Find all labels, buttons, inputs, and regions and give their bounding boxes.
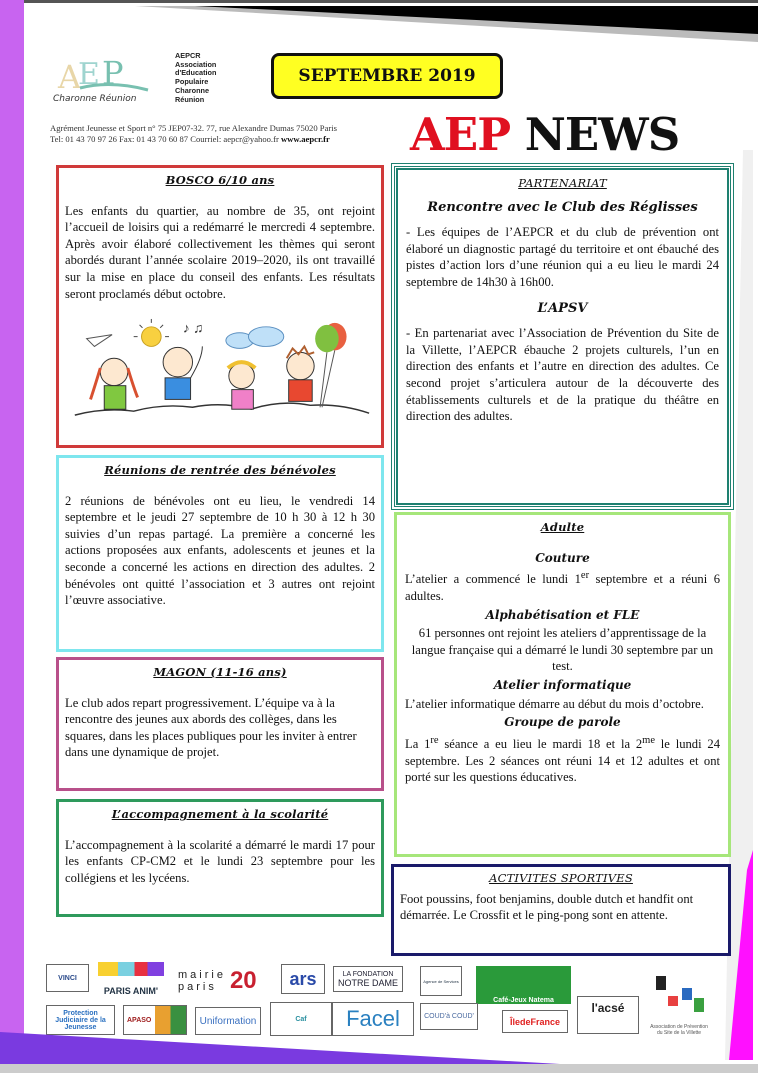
subsection-title: L’APSV	[537, 300, 588, 316]
subsection-title: Atelier informatique	[493, 677, 632, 692]
section-adulte	[394, 512, 731, 857]
text-part: L’atelier a commencé le lundi 1	[405, 572, 581, 587]
logo-paris-anim: PARIS ANIM'	[98, 962, 164, 996]
logo-coud-a-coud: COUD'à COUD'	[420, 1003, 478, 1030]
bottom-swoosh-decor	[0, 1020, 758, 1073]
section-heading: Réunions de rentrée des bénévoles	[104, 463, 336, 477]
logo-caption: Charonne Réunion	[53, 94, 137, 104]
logo-mairie-paris-20	[178, 962, 268, 1000]
text-part: le lundi 24 septembre. Les 2 séances ont réuni 14 et 12 adultes et ont porté sur les questions éducatives.	[405, 736, 720, 785]
section-magon	[56, 657, 384, 791]
text-part: La 1	[405, 736, 431, 751]
ordinal-suffix: er	[580, 570, 590, 582]
phone-email: Tel: 01 43 70 97 26 Fax: 01 43 70 60 87 Courriel: aepcr@yahoo.fr	[50, 134, 281, 144]
assoc-line: Association	[175, 59, 217, 69]
section-body: Les enfants du quartier, au nombre de 35, ont rejoint l’accueil de loisirs qui a redémarré le mercredi 4 septembre. Après avoir élaboré collectivement les thèmes qui seront abordés durant l’année scolaire 2019–2020, ils ont travaillé sur la mise en place du conseil des enfants. Les résultats seront proclamés début octobre.	[65, 203, 375, 301]
section-heading: MAGON (11-16 ans)	[153, 665, 287, 679]
logo-acse: l'acsé	[577, 996, 639, 1034]
subsection-title: Rencontre avec le Club des Réglisses	[427, 199, 698, 215]
section-body: 2 réunions de bénévoles ont eu lieu, le vendredi 14 septembre et le jeudi 27 septembre de 10 h 30 à 12 h 30 suivies d’un repas partagé. La première a concerné les actions proposées aux enfants, adolescents et jeunes et la seconde a concerné les actions en direction des adultes. 2 bénévoles ont quitté l’association et 3 autres ont rejoint l’œuvre associative.	[65, 493, 375, 608]
assoc-line: Charonne	[175, 85, 210, 95]
issue-date-badge: SEPTEMBRE 2019	[271, 53, 503, 99]
svg-text:A: A	[58, 58, 82, 96]
subsection-title: Groupe de parole	[504, 715, 621, 730]
section-heading: ACTIVITES SPORTIVES	[489, 871, 633, 885]
logo-apsv: Association de Prévention du Site de la Villette	[648, 970, 710, 1036]
section-partenariat	[391, 163, 734, 510]
logo-uniformation: Uniformation	[195, 1007, 261, 1035]
assoc-line: AEPCR	[175, 51, 201, 60]
logo-cafe-jeux-natema: Café-Jeux Natema	[476, 966, 571, 1004]
svg-text:E: E	[78, 57, 100, 92]
section-body: Foot poussins, foot benjamins, double dutch et handfit ont démarrée. Le Crossfit et le ping-pong sont en attente.	[400, 891, 694, 923]
title-aep: AEP	[410, 108, 511, 161]
logo-facel: Facel	[332, 1002, 414, 1036]
logo-vinci: VINCI	[46, 964, 89, 992]
logo-caf: Caf	[270, 1002, 332, 1036]
section-body	[405, 568, 720, 604]
section-heading: BOSCO 6/10 ans	[165, 173, 275, 187]
text-part: séance a eu lieu le mardi 18 et la 2	[438, 736, 643, 751]
assoc-line: Populaire	[175, 77, 209, 87]
svg-text:P: P	[102, 54, 124, 92]
left-decor-bar	[0, 0, 24, 1073]
section-heading: PARTENARIAT	[518, 176, 607, 190]
section-body: L’accompagnement à la scolarité a démarré le mardi 17 pour les enfants CP-CM2 et le lundi 23 septembre pour les collégiens et les lycéens.	[65, 837, 375, 885]
assoc-line: d'Education	[175, 68, 217, 78]
section-scolarite	[56, 799, 384, 917]
text-part: septembre et a réuni 6 adultes.	[405, 572, 720, 603]
section-body: Le club ados repart progressivement. L’équipe va à la rencontre des jeunes aux abords des collèges, dans les squares, dans les places publiques pour les inviter à entrer dans une dynamique de projet.	[65, 695, 357, 760]
arrondissement-number: 20	[229, 967, 257, 994]
website-link[interactable]: www.aepcr.fr	[280, 134, 330, 144]
ordinal-suffix: me	[642, 734, 655, 746]
contact-address	[50, 123, 337, 145]
address-line: Agrément Jeunesse et Sport n° 75 JEP07-32. 77, rue Alexandre Dumas 75020 Paris	[50, 123, 337, 133]
section-heading: Adulte	[540, 520, 585, 534]
logo-ars: ars	[281, 964, 325, 994]
association-name	[175, 52, 216, 104]
mairie-text: mairie	[178, 969, 226, 981]
section-bosco	[56, 165, 384, 448]
logo-apaso: APASO	[123, 1005, 187, 1035]
logo-fondation-notre-dame	[333, 966, 403, 992]
section-sport	[391, 864, 731, 956]
title-news: NEWS	[510, 108, 680, 161]
ordinal-suffix: re	[430, 734, 439, 746]
logo-agence-services: Agence de Services	[420, 966, 462, 996]
section-body: L’atelier informatique démarre au début du mois d’octobre.	[405, 696, 704, 711]
assoc-line: Réunion	[175, 94, 205, 104]
notre-dame-text: NOTRE DAME	[337, 977, 398, 988]
newsletter-title	[410, 110, 679, 160]
section-heading: L’accompagnement à la scolarité	[111, 807, 329, 821]
fondation-text: LA FONDATION	[342, 970, 394, 978]
svg-text:♪ ♫: ♪ ♫	[182, 320, 204, 336]
subsection-title: Couture	[535, 550, 590, 565]
contact-line	[50, 134, 337, 145]
section-benevoles	[56, 455, 384, 652]
paris-text: paris	[178, 981, 217, 993]
section-body	[405, 733, 720, 786]
subsection-title: Alphabétisation et FLE	[485, 607, 640, 622]
logo-pjj: Protection Judiciaire de la Jeunesse	[46, 1005, 115, 1035]
children-illustration	[65, 308, 375, 430]
logo-ile-de-france: ÎledeFrance	[502, 1010, 568, 1033]
section-body: - Les équipes de l’AEPCR et du club de prévention ont élaboré un diagnostic partagé du territoire et ont ébauché des pistes d’action lors d’une réunion qui a eu lieu le mardi 24 septembre de 14h30 à 16h00.	[406, 225, 719, 289]
section-body: - En partenariat avec l’Association de Prévention du Site de la Villette, l’AEPCR ébauche 2 projets culturels, l’un en direction des enfants et l’autre en direction des adultes. Ce second projet s’articulera autour de la découverte des établissements culturels et de la pratique du théâtre en direction des adultes.	[406, 326, 719, 424]
section-body: 61 personnes ont rejoint les ateliers d’apprentissage de la langue française qui a démarré le lundi 30 septembre par un test.	[411, 626, 714, 674]
